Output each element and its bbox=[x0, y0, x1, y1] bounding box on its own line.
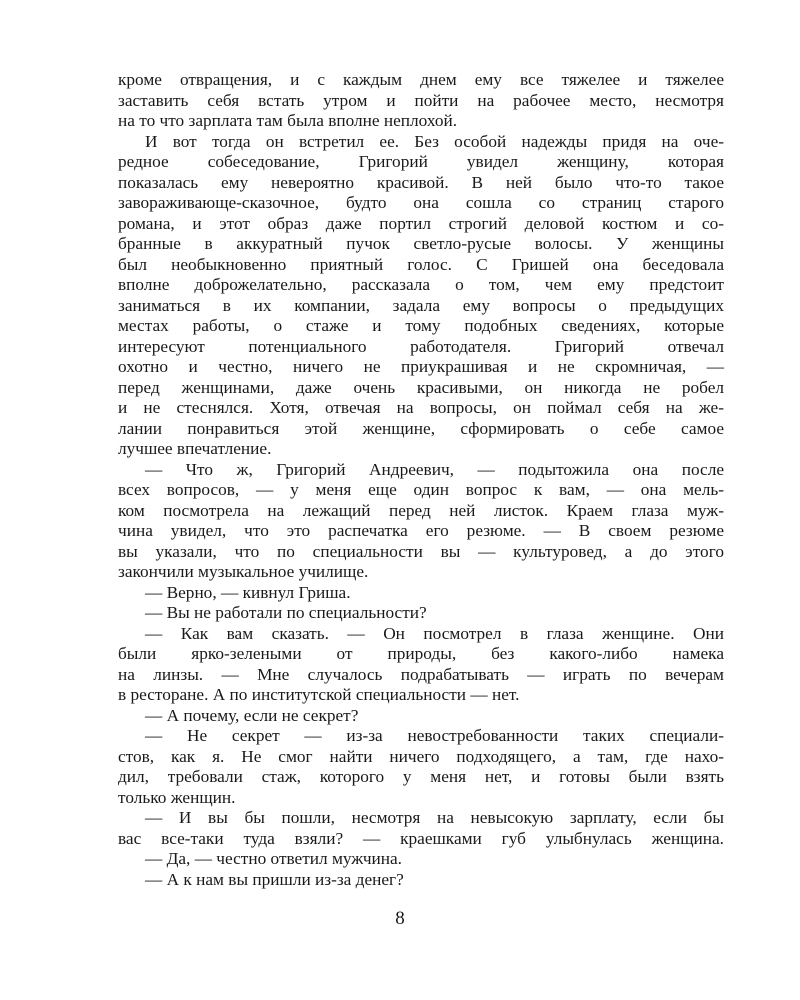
text-line: был необыкновенно приятный голос. С Гришей она беседовала bbox=[118, 254, 724, 274]
text-line: местах работы, о стаже и тому подобных сведениях, которые bbox=[118, 316, 724, 335]
page-number: 8 bbox=[395, 908, 405, 929]
text-line: — Вы не работали по специальности? bbox=[145, 603, 427, 622]
text-line: вы указали, что по специальности вы — культуровед, а до этого bbox=[118, 541, 724, 561]
text-line: только женщин. bbox=[118, 787, 236, 807]
text-line: в ресторане. А по институтской специальности — нет. bbox=[118, 685, 520, 704]
text-line: были ярко-зелеными от природы, без какого-либо намека bbox=[118, 644, 724, 663]
text-line: ком посмотрела на лежащий перед ней листок. Краем глаза муж- bbox=[118, 500, 724, 520]
text-line: — Да, — честно ответил мужчина. bbox=[145, 849, 402, 868]
text-line: заставить себя встать утром и пойти на рабочее место, несмотря bbox=[118, 90, 724, 110]
text-line: — А почему, если не секрет? bbox=[145, 705, 359, 725]
text-column bbox=[118, 70, 724, 890]
text-line: романа, и этот образ даже портил строгий деловой костюм и со- bbox=[118, 213, 724, 233]
text-line: и не стеснялся. Хотя, отвечая на вопросы, он поймал себя на же- bbox=[118, 398, 724, 417]
text-line: лучшее впечатление. bbox=[118, 439, 272, 458]
text-line: лании понравиться этой женщине, сформировать о себе самое bbox=[118, 418, 724, 438]
text-line: вас все-таки туда взяли? — краешками губ улыбнулась женщина. bbox=[118, 828, 724, 848]
text-line: стов, как я. Не смог найти ничего подходящего, а там, где нахо- bbox=[118, 746, 724, 766]
text-line: — Верно, — кивнул Гриша. bbox=[145, 582, 351, 602]
text-line: — Что ж, Григорий Андреевич, — подытожила она после bbox=[145, 459, 724, 479]
text-line: перед женщинами, даже очень красивыми, он никогда не робел bbox=[118, 377, 724, 397]
text-line: завораживающе-сказочное, будто она сошла со страниц старого bbox=[118, 193, 724, 212]
text-line: — Как вам сказать. — Он посмотрел в глаза женщине. Они bbox=[145, 623, 724, 643]
text-line: закончили музыкальное училище. bbox=[118, 562, 369, 581]
text-line: — А к нам вы пришли из-за денег? bbox=[145, 869, 404, 889]
text-line: — Не секрет — из-за невостребованности таких специали- bbox=[145, 726, 724, 745]
text-line: охотно и честно, ничего не приукрашивая и не скромничая, — bbox=[118, 357, 724, 376]
text-line: показалась ему невероятно красивой. В ней было что-то такое bbox=[118, 172, 724, 192]
text-line: — И вы бы пошли, несмотря на невысокую зарплату, если бы bbox=[145, 808, 724, 827]
text-line: вполне доброжелательно, рассказала о том, чем ему предстоит bbox=[118, 275, 724, 294]
text-line: заниматься в их компании, задала ему вопросы о предыдущих bbox=[118, 295, 724, 315]
text-line: И вот тогда он встретил ее. Без особой надежды придя на оче- bbox=[145, 131, 724, 151]
text-line: кроме отвращения, и с каждым днем ему все тяжелее и тяжелее bbox=[118, 70, 724, 89]
text-line: дил, требовали стаж, которого у меня нет, и готовы были взять bbox=[118, 767, 724, 786]
text-line: редное собеседование, Григорий увидел женщину, которая bbox=[118, 152, 724, 171]
text-line: бранные в аккуратный пучок светло-русые волосы. У женщины bbox=[118, 234, 724, 253]
text-line: интересуют потенциального работодателя. Григорий отвечал bbox=[118, 336, 724, 356]
text-line: на то что зарплата там была вполне неплохой. bbox=[118, 111, 458, 130]
text-line: чина увидел, что это распечатка его резюме. — В своем резюме bbox=[118, 521, 724, 540]
text-line: всех вопросов, — у меня еще один вопрос к вам, — она мель- bbox=[118, 480, 724, 499]
text-line: на линзы. — Мне случалось подрабатывать — играть по вечерам bbox=[118, 664, 724, 684]
